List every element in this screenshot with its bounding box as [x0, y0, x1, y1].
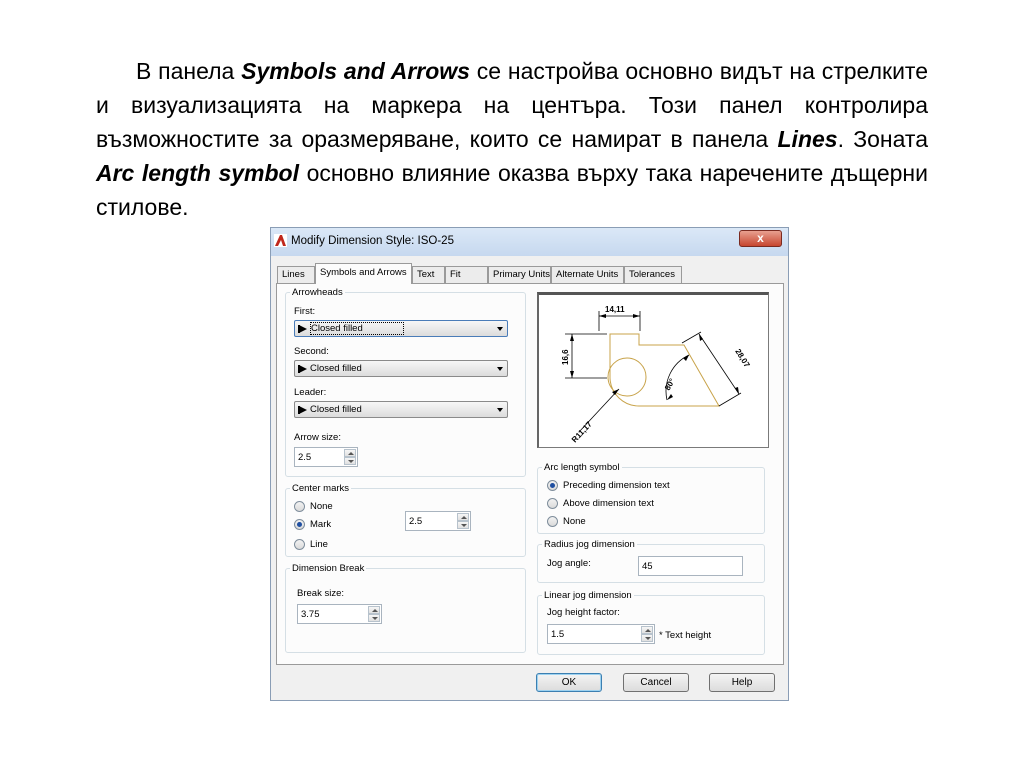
- linear-jog-group: [537, 590, 765, 655]
- radio-icon: [294, 539, 305, 550]
- emphasis-lines: Lines: [777, 126, 838, 152]
- spin-down-icon[interactable]: [457, 521, 469, 529]
- dimension-break-legend: Dimension Break: [292, 563, 365, 574]
- break-size-label: Break size:: [297, 588, 344, 599]
- dim-angle-text: 80°: [662, 377, 677, 392]
- jog-height-factor-value: 1.5: [551, 629, 565, 640]
- radio-selected-icon: [547, 480, 558, 491]
- tab-symbols-and-arrows[interactable]: Symbols and Arrows: [315, 263, 412, 284]
- chevron-down-icon: [497, 367, 503, 371]
- radio-label: None: [563, 516, 586, 527]
- closed-filled-arrow-icon: [299, 406, 307, 414]
- arrow-size-value: 2.5: [298, 452, 312, 463]
- tab-fit[interactable]: Fit: [445, 266, 488, 283]
- radio-label: Above dimension text: [563, 498, 654, 509]
- emphasis-symbols-and-arrows: Symbols and Arrows: [241, 58, 470, 84]
- dim-right-text: 28,07: [733, 347, 752, 370]
- leader-arrow-select[interactable]: [294, 401, 508, 418]
- text-height-suffix: * Text height: [659, 630, 712, 641]
- break-size-stepper[interactable]: [297, 604, 382, 624]
- jog-angle-input[interactable]: [638, 556, 743, 576]
- arrow-size-label: Arrow size:: [294, 432, 341, 443]
- tab-tolerances[interactable]: Tolerances: [624, 266, 682, 283]
- paragraph-text: В панела: [136, 58, 242, 84]
- dimension-preview: [537, 292, 769, 448]
- closed-filled-arrow-icon: [299, 325, 307, 333]
- autocad-app-icon: [274, 234, 287, 247]
- radio-selected-icon: [294, 519, 305, 530]
- spin-down-icon[interactable]: [641, 634, 653, 642]
- close-button[interactable]: [739, 230, 782, 247]
- paragraph-text: основно влияние оказва върху така наречените дъщерни стилове.: [96, 160, 928, 220]
- closed-filled-arrow-icon: [299, 365, 307, 373]
- chevron-down-icon: [497, 408, 503, 412]
- second-arrow-value: Closed filled: [310, 363, 362, 374]
- first-arrow-value: Closed filled: [310, 322, 404, 335]
- second-arrow-select[interactable]: [294, 360, 508, 377]
- radio-icon: [547, 516, 558, 527]
- help-button[interactable]: Help: [709, 673, 775, 692]
- tab-lines[interactable]: Lines: [277, 266, 315, 283]
- radius-jog-legend: Radius jog dimension: [544, 539, 635, 550]
- arrow-size-stepper[interactable]: [294, 447, 358, 467]
- preview-drawing: [539, 295, 767, 446]
- spin-down-icon[interactable]: [344, 457, 356, 465]
- arc-length-legend: Arc length symbol: [544, 462, 620, 473]
- paragraph-text: се настройва основно видът на стрелките и визуализацията на маркера на центъра. Този панел контролира възможностите за оразмеряване, които се намират в панела: [96, 58, 928, 152]
- jog-angle-value: 45: [642, 561, 653, 572]
- part-hole: [608, 358, 646, 396]
- preview-geometry: [608, 334, 719, 406]
- tab-text[interactable]: Text: [412, 266, 445, 283]
- chevron-down-icon: [497, 327, 503, 331]
- leader-arrow-value: Closed filled: [310, 404, 362, 415]
- dialog-titlebar: [271, 228, 788, 256]
- cancel-button[interactable]: Cancel: [623, 673, 689, 692]
- dialog-title: Modify Dimension Style: ISO-25: [291, 235, 454, 247]
- jog-height-factor-label: Jog height factor:: [547, 607, 620, 618]
- first-arrow-label: First:: [294, 306, 316, 317]
- radio-label: Line: [310, 539, 328, 550]
- preview-arrowheads: [570, 314, 739, 400]
- description-paragraph: [96, 54, 928, 224]
- dim-radius-text: R11,17: [569, 419, 594, 445]
- spin-up-icon[interactable]: [344, 449, 356, 457]
- tab-primary-units[interactable]: Primary Units: [488, 266, 551, 283]
- radio-label: Preceding dimension text: [563, 480, 670, 491]
- spin-up-icon[interactable]: [368, 606, 380, 614]
- ok-button[interactable]: OK: [536, 673, 602, 692]
- dim-left-text: 16,6: [561, 349, 570, 365]
- spin-down-icon[interactable]: [368, 614, 380, 622]
- paragraph-text: . Зоната: [837, 126, 928, 152]
- part-outline: [610, 334, 719, 406]
- radio-label: Mark: [310, 519, 332, 530]
- jog-height-factor-stepper[interactable]: [547, 624, 655, 644]
- center-marks-legend: Center marks: [292, 483, 350, 494]
- break-size-value: 3.75: [301, 609, 320, 620]
- radio-label: None: [310, 501, 333, 512]
- preview-dimensions: [565, 311, 741, 432]
- center-mark-size-stepper[interactable]: [405, 511, 471, 531]
- radio-icon: [294, 501, 305, 512]
- spin-up-icon[interactable]: [457, 513, 469, 521]
- dim-top-text: 14,11: [605, 305, 625, 314]
- leader-arrow-label: Leader:: [294, 387, 327, 398]
- first-arrow-select[interactable]: [294, 320, 508, 337]
- jog-angle-label: Jog angle:: [547, 558, 591, 569]
- close-icon: x: [757, 231, 764, 245]
- emphasis-arc-length-symbol: Arc length symbol: [96, 160, 299, 186]
- linear-jog-legend: Linear jog dimension: [544, 590, 632, 601]
- tab-alternate-units[interactable]: Alternate Units: [551, 266, 624, 283]
- second-arrow-label: Second:: [294, 346, 329, 357]
- arrowheads-legend: Arrowheads: [292, 287, 343, 298]
- center-mark-size-value: 2.5: [409, 516, 423, 527]
- radio-icon: [547, 498, 558, 509]
- spin-up-icon[interactable]: [641, 626, 653, 634]
